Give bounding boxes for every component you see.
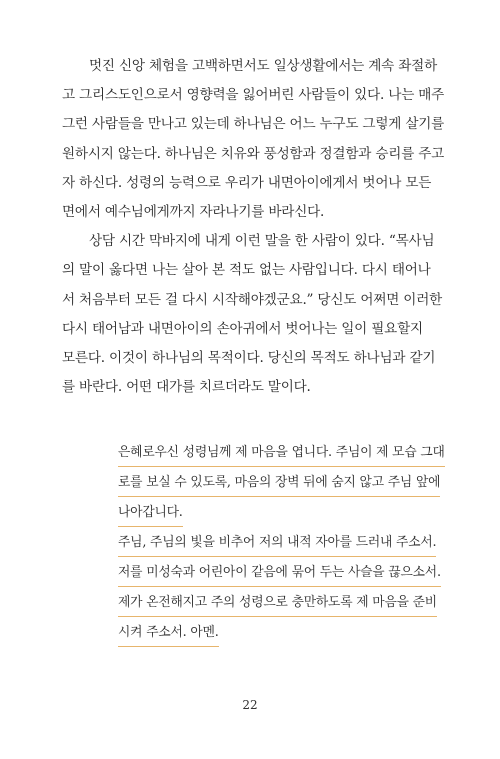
prayer-line-text: 나아갑니다. <box>118 501 183 527</box>
prayer-line <box>118 591 440 621</box>
text-line: 그런 사람들을 만나고 있는데 하나님은 어느 누구도 그렇게 살기를 <box>62 116 445 133</box>
prayer-line-text: 저를 미성숙과 어린아이 같음에 묶어 두는 사슬을 끊으소서. <box>118 561 441 587</box>
page-number: 22 <box>242 698 258 712</box>
text-line: 면에서 예수님에게까지 자라나기를 바라신다. <box>62 203 325 220</box>
text-line: 를 바란다. 어떤 대가를 치르더라도 말이다. <box>62 379 311 396</box>
prayer-line <box>118 531 440 561</box>
text-line: 다시 태어남과 내면아이의 손아귀에서 벗어나는 일이 필요할지 <box>62 320 423 337</box>
prayer-block <box>118 441 445 651</box>
prayer-line <box>118 471 440 501</box>
text-line: 서 처음부터 모든 걸 다시 시작해야겠군요.” 당신도 어쩌면 이러한 <box>62 291 443 308</box>
prayer-line-text: 제가 온전해지고 주의 성령으로 충만하도록 제 마음을 준비 <box>118 591 437 617</box>
prayer-line-text: 은혜로우신 성령님께 제 마음을 엽니다. 주님이 제 모습 그대 <box>118 441 445 467</box>
prayer-line <box>118 561 440 591</box>
text-line: 의 말이 옳다면 나는 살아 본 적도 없는 사람입니다. 다시 태어나 <box>62 262 431 279</box>
body-text <box>62 52 445 402</box>
paragraph-2 <box>62 227 442 402</box>
prayer-line-text: 로를 보실 수 있도록, 마음의 장벽 뒤에 숨지 않고 주님 앞에 <box>118 471 440 497</box>
prayer-line-text: 시켜 주소서. 아멘. <box>118 621 219 647</box>
text-line: 상담 시간 막바지에 내게 이런 말을 한 사람이 있다. “목사님 <box>89 233 435 250</box>
text-line: 고 그리스도인으로서 영향력을 잃어버린 사람들이 있다. 나는 매주 <box>62 87 445 104</box>
prayer-line <box>118 621 440 651</box>
paragraph-1 <box>62 52 445 227</box>
text-line: 멋진 신앙 체험을 고백하면서도 일상생활에서는 계속 좌절하 <box>89 58 438 74</box>
text-line: 모른다. 이것이 하나님의 목적이다. 당신의 목적도 하나님과 같기 <box>62 349 436 366</box>
prayer-line-text: 주님, 주님의 빛을 비추어 저의 내적 자아를 드러내 주소서. <box>118 531 436 557</box>
prayer-line <box>118 441 445 471</box>
text-line: 원하시지 않는다. 하나님은 치유와 풍성함과 정결함과 승리를 주고 <box>62 145 445 162</box>
prayer-line <box>118 501 440 531</box>
text-line: 자 하신다. 성령의 능력으로 우리가 내면아이에게서 벗어나 모든 <box>62 174 432 191</box>
